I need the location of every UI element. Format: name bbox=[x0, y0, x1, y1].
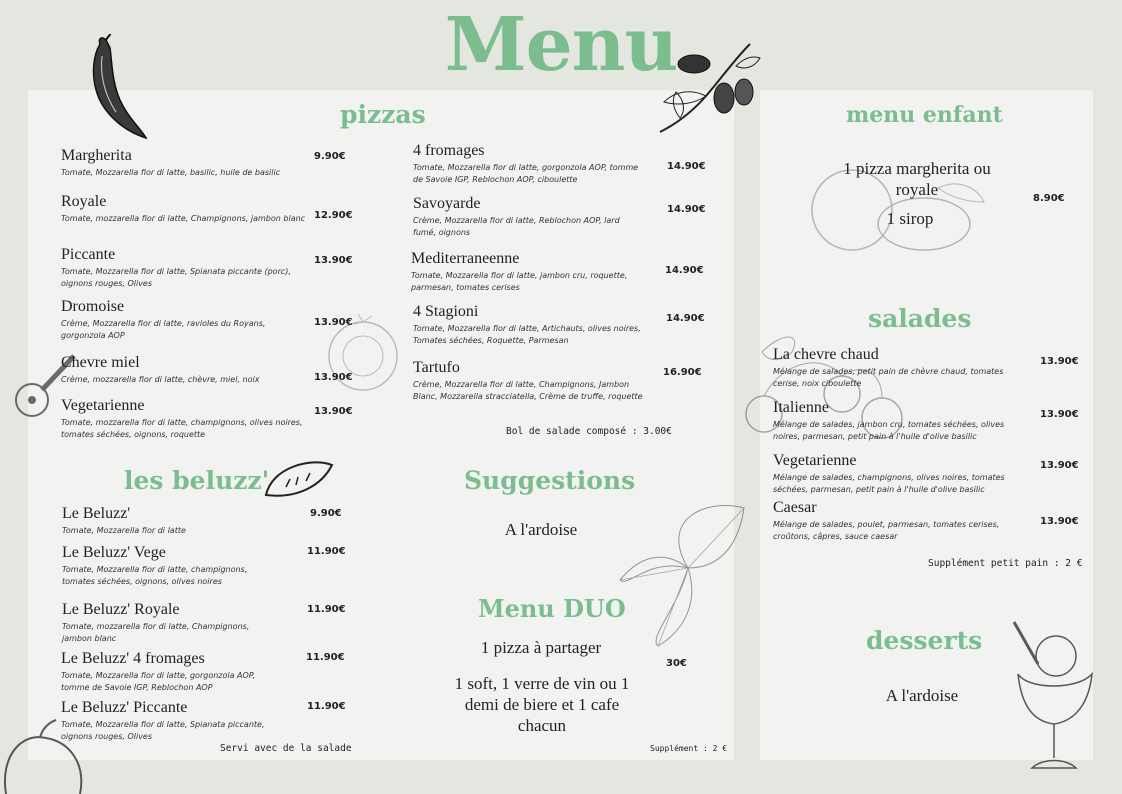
menu-item bbox=[61, 147, 313, 179]
item-price: 11.90€ bbox=[307, 546, 346, 557]
item-name: Le Beluzz' Piccante bbox=[61, 699, 188, 716]
item-price: 16.90€ bbox=[663, 367, 702, 378]
enfant-price: 8.90€ bbox=[1033, 193, 1065, 204]
item-price: 13.90€ bbox=[314, 406, 353, 417]
salades-heading: salades bbox=[868, 304, 972, 333]
item-name: Dromoise bbox=[61, 298, 125, 315]
item-price: 14.90€ bbox=[665, 265, 704, 276]
item-name: 4 fromages bbox=[413, 142, 485, 159]
item-price: 12.90€ bbox=[314, 210, 353, 221]
menu-item bbox=[61, 397, 309, 441]
item-name: La chevre chaud bbox=[773, 346, 879, 363]
item-price: 13.90€ bbox=[1040, 409, 1079, 420]
pizzas-note: Bol de salade composé : 3.00€ bbox=[506, 426, 672, 437]
item-desc: Tomate, mozzarella fior di latte, Champignons, jambon blanc bbox=[62, 622, 250, 643]
menu-item bbox=[61, 354, 313, 386]
item-price: 11.90€ bbox=[307, 604, 346, 615]
item-desc: Mélange de salades, poulet, parmesan, tomates cerises, croûtons, câpres, sauce caesar bbox=[773, 520, 1000, 541]
item-name: Piccante bbox=[61, 246, 116, 263]
item-desc: Crème, mozzarella fior di latte, chèvre, miel, noix bbox=[61, 375, 260, 384]
item-desc: Crème, Mozzarella fior di latte, Reblochon AOP, lard fumé, oignons bbox=[413, 216, 620, 237]
item-desc: Tomate, mozzarella fior di latte, Champignons, jambon blanc bbox=[61, 214, 306, 223]
item-desc: Mélange de salades, jambon cru, tomates séchées, olives noires, parmesan, petit pain à l'huile d'olive basilic bbox=[773, 420, 1005, 441]
item-desc: Tomate, Mozzarella fior di latte, Spianata piccante, oignons rouges, Olives bbox=[61, 720, 265, 741]
item-price: 9.90€ bbox=[314, 151, 346, 162]
menu-item bbox=[61, 246, 319, 290]
item-price: 13.90€ bbox=[1040, 516, 1079, 527]
menu-item bbox=[413, 142, 645, 186]
basil-leaves-icon bbox=[618, 498, 758, 648]
desserts-text: A l'ardoise bbox=[885, 686, 959, 705]
duo-heading: Menu DUO bbox=[478, 594, 626, 623]
menu-item bbox=[62, 601, 258, 645]
enfant-line2: 1 sirop bbox=[886, 209, 934, 228]
item-price: 14.90€ bbox=[666, 313, 705, 324]
enfant-heading: menu enfant bbox=[846, 102, 1003, 128]
item-name: Italienne bbox=[773, 399, 829, 416]
item-desc: Crème, Mozzarella fior di latte, Champignons, Jambon Blanc, Mozzarella stracciatella, Crème de truffe, roquette bbox=[413, 380, 643, 401]
item-price: 11.90€ bbox=[306, 652, 345, 663]
item-desc: Tomate, Mozzarella fior di latte bbox=[62, 526, 186, 535]
item-desc: Tomate, Mozzarella fior di latte, jambon cru, roquette, parmesan, tomates cerises bbox=[411, 271, 628, 292]
item-name: 4 Stagioni bbox=[413, 303, 479, 320]
ice-cream-sundae-icon bbox=[1008, 620, 1098, 780]
duo-note: Supplément : 2 € bbox=[650, 744, 728, 753]
menu-item bbox=[773, 346, 1029, 390]
item-name: Vegetarienne bbox=[773, 452, 857, 469]
item-desc: Tomate, Mozzarella fior di latte, basilic, huile de basilic bbox=[61, 168, 281, 177]
item-desc: Mélange de salades, champignons, olives noires, tomates séchées, parmesan, petit pain à l'huile d'olive basilic bbox=[773, 473, 1005, 494]
salades-note: Supplément petit pain : 2 € bbox=[928, 558, 1083, 569]
menu-item bbox=[61, 298, 309, 342]
item-name: Savoyarde bbox=[413, 195, 481, 212]
enfant-line1: 1 pizza margherita ou royale bbox=[843, 159, 991, 199]
item-price: 13.90€ bbox=[1040, 356, 1079, 367]
item-name: Le Beluzz' Vege bbox=[62, 544, 166, 561]
duo-line1: 1 pizza à partager bbox=[480, 638, 602, 657]
beluzz-note: Servi avec de la salade bbox=[220, 743, 352, 754]
suggestions-heading: Suggestions bbox=[464, 466, 636, 495]
desserts-heading: desserts bbox=[866, 626, 983, 655]
item-price: 13.90€ bbox=[314, 255, 353, 266]
menu-item bbox=[411, 250, 637, 294]
menu-item bbox=[773, 399, 1029, 443]
menu-item bbox=[61, 699, 275, 743]
menu-item bbox=[61, 650, 279, 694]
pizzas-heading: pizzas bbox=[340, 100, 426, 129]
item-name: Tartufo bbox=[413, 359, 460, 376]
duo-line2: 1 soft, 1 verre de vin ou 1 demi de biere et 1 cafe chacun bbox=[454, 674, 630, 735]
item-price: 13.90€ bbox=[314, 372, 353, 383]
menu-item bbox=[773, 499, 1029, 543]
item-desc: Tomate, mozzarella fior di latte, champignons, olives noires, tomates séchées, oignons, roquette bbox=[61, 418, 303, 439]
item-name: Le Beluzz' 4 fromages bbox=[61, 650, 205, 667]
item-name: Vegetarienne bbox=[61, 397, 145, 414]
menu-item bbox=[773, 452, 1029, 496]
item-name: Caesar bbox=[773, 499, 817, 516]
item-name: Mediterraneenne bbox=[411, 250, 520, 267]
item-name: Le Beluzz' bbox=[62, 505, 131, 522]
item-desc: Tomate, Mozzarella fior di latte, champignons, tomates séchées, oignons, olives noires bbox=[62, 565, 248, 586]
suggestions-text: A l'ardoise bbox=[504, 520, 578, 539]
page-title: Menu bbox=[444, 2, 678, 88]
item-name: Chevre miel bbox=[61, 354, 140, 371]
item-name: Margherita bbox=[61, 147, 132, 164]
menu-item bbox=[413, 359, 645, 403]
item-price: 13.90€ bbox=[1040, 460, 1079, 471]
menu-item bbox=[62, 505, 274, 537]
item-price: 9.90€ bbox=[310, 508, 342, 519]
item-price: 14.90€ bbox=[667, 161, 706, 172]
item-price: 13.90€ bbox=[314, 317, 353, 328]
item-price: 14.90€ bbox=[667, 204, 706, 215]
item-desc: Crème, Mozzarella fior di latte, ravioles du Royans, gorgonzola AOP bbox=[61, 319, 266, 340]
calzone-icon bbox=[262, 455, 336, 503]
menu-item bbox=[413, 303, 641, 347]
item-desc: Tomate, Mozzarella fior di latte, Spianata piccante (porc), oignons rouges, Olives bbox=[61, 267, 291, 288]
item-desc: Tomate, Mozzarella fior di latte, gorgonzola AOP, tomme de Savoie IGP, Reblochon AOP bbox=[61, 671, 256, 692]
menu-item bbox=[62, 544, 258, 588]
beluzz-heading: les beluzz' bbox=[124, 466, 270, 495]
duo-price: 30€ bbox=[666, 658, 687, 669]
menu-item bbox=[413, 195, 645, 239]
item-desc: Tomate, Mozzarella fior di latte, gorgonzola AOP, tomme de Savoie IGP, Reblochon AOP, ciboulette bbox=[413, 163, 639, 184]
item-desc: Tomate, Mozzarella fior di latte, Artichauts, olives noires, Tomates séchées, Roquette, Parmesan bbox=[413, 324, 641, 345]
item-name: Royale bbox=[61, 193, 107, 210]
menu-item bbox=[61, 193, 309, 225]
item-name: Le Beluzz' Royale bbox=[62, 601, 180, 618]
item-price: 11.90€ bbox=[307, 701, 346, 712]
item-desc: Mélange de salades, petit pain de chèvre chaud, tomates cerise, noix ciboulette bbox=[773, 367, 1004, 388]
